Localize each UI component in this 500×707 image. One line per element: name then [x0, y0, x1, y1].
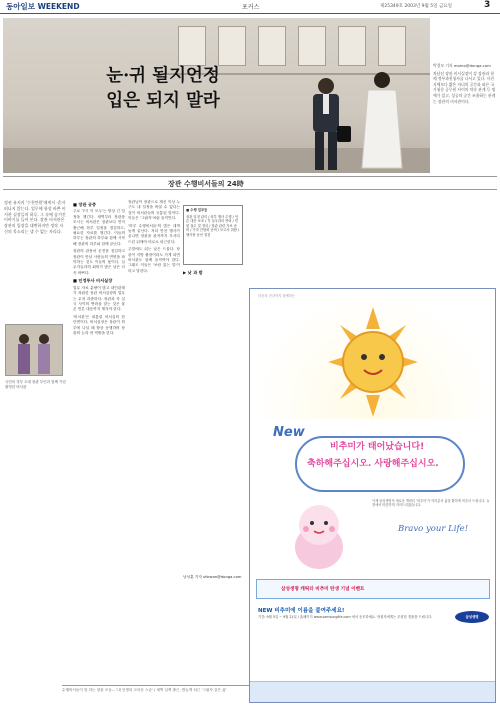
column2-body4: '비서관'은 대통령 비서실의 한 단면이다. 비서실장은 장관이 외부에 나설 때 항상 동행하며 장관의 눈과 귀 역할을 한다.	[73, 314, 125, 335]
secondary-photo	[5, 324, 63, 376]
info-box-title: ■ 수행 업무들	[186, 208, 208, 212]
ad-bottom-band	[250, 681, 495, 702]
caption-text: 차남선 장관 비서실장이 강 장관과 함께 정부과천청사를 나서고 있다. 사진 자체보다 짧은 자녀의 공간과 따른 국가청문 공무원 사이의 약속 관계 등 명예가 있고, 성공의 공간 조율하는 관계는 장관의 비서관이다.	[433, 70, 496, 104]
column2-body1: 주로 '7시 이 모두'는 항상 긴 일정을 챙긴다. 새벽부터 장관을 모시는 비서관은 장관보다 먼저 출근해 하루 일정을 점검하고, 필요한 자료를 챙긴다. 이들의 하루는 장관의 하루와 함께 시작해 장관의 하루와 함께 끝난다.	[73, 209, 125, 246]
secondary-photo-caption: 국민의 정부 초대 장관 부인과 함께 기념촬영한 비서관	[5, 380, 66, 389]
ad-headline-1: 비추미가 태어났습니다!	[330, 442, 425, 452]
subhead: 장관 수행비서들의 24時	[168, 180, 244, 188]
headline-line2: 입은 되지 말라	[106, 91, 220, 111]
column2b-body3: 주말에도 쉬는 날은 드물다. 장관이 지방 출장이라도 가게 되면 비서관도 함께 움직여야 한다. 그래도 이들은 '보람 있는 일'이라고 말한다.	[128, 247, 180, 273]
info-box-body: 장관 일정 관리 / 외부 행사 수행 / 언론 대응 보조 / 각 실국과의 연락 / 민원 접수 및 정리 / 장관 관련 자료 준비 / 기자 간담회 준비 / 보고서 취합 / 행사장 동선 점검	[186, 214, 240, 237]
ad-new-label: New	[273, 425, 305, 440]
ad-event-strip-text: 삼성생명 캐릭터 비추미 탄생 기념 이벤트	[281, 587, 365, 592]
page-number: 3	[484, 0, 491, 10]
column2b-body2: '하루 수행비서들'의 밤은 대개 늦게 끝난다. 저녁 만찬 행사가 끝나면 장관을 관저까지 모셔다 드린 뒤에야 비로소 퇴근한다.	[128, 223, 180, 244]
man-figure-icon	[299, 76, 354, 173]
column2-body3: 업무 자료 분량이 많고 대인관계가 복잡한 장관 비서실장의 업무는 무척 과중하다. 장관과 각 실국 사이의 연락을 맡는 것은 물론 언론 대응까지 챙겨야 한다.	[73, 285, 125, 312]
hero-caption	[433, 63, 497, 104]
info-box	[183, 205, 243, 265]
article-column-3	[183, 268, 245, 583]
ad-small-text: 이제 삼성생명의 새로운 캐릭터 '비추미'가 여러분의 삶을 환하게 비추어 드립니다. 늘 곁에서 따뜻하게 지켜드리겠습니다.	[372, 499, 490, 508]
column2-body2: 장관의 관용차 운전을 점검하고 장관이 만날 사람들의 면면을 파악하는 것도 이들의 몫이다. 실무자들과의 회의가 많은 날은 더욱 바쁘다.	[73, 249, 125, 275]
column3-heading: ▶ 낮 과 밤	[183, 270, 203, 275]
sponsor-logo: 삼성생명	[455, 611, 489, 623]
people-photo-icon	[6, 325, 63, 376]
sun-mascot-icon	[328, 307, 418, 417]
masthead	[0, 0, 500, 14]
issue-info: 제25349호 2003년 9월 5일 금요일	[380, 4, 452, 9]
column2-heading2: ■ 인정투사 비서실장	[73, 278, 113, 284]
ad-event-strip[interactable]	[256, 579, 490, 599]
ad-headline-2: 축하해주십시오. 사랑해주십시오.	[307, 459, 439, 469]
woman-figure-icon	[358, 70, 408, 170]
photo-credit: 박경모 기자 momo@donga.com	[433, 63, 491, 68]
ad-tagline: Bravo your Life!	[398, 524, 469, 534]
baby-mascot-icon	[284, 499, 354, 571]
section-title: 포커스	[242, 4, 260, 11]
ad-event-text: 기간: 9월 5일 ~ 9월 21일 / 홈페이지 www.samsunglife.com 에서 응모하세요. 당첨자에게는 푸짐한 경품을 드립니다.	[258, 615, 433, 619]
headline	[73, 64, 253, 114]
article-column-2b	[128, 200, 180, 276]
ad-naming-banner: NEW 비추미에 이름을 붙여주세요!	[258, 608, 345, 614]
article-column-2	[73, 200, 125, 338]
advertisement[interactable]	[249, 288, 496, 703]
column2b-body1: 장관님이 장관으로 계신 이상 누구도 내 일정을 바꿀 수 없다는 것이 비서관들의 공통된 말이다. 이들은 '그림자'처럼 움직인다.	[128, 200, 180, 221]
hero-photo	[3, 18, 430, 173]
column2-heading1: ■ 장관 공증	[73, 202, 97, 207]
ad-brand-small: 마음의 건강까지 함께하는	[258, 294, 296, 298]
newspaper-logo: 동아일보 WEEKEND	[6, 2, 80, 11]
column3-byline: 남성훈 기자 shkwon@donga.com	[183, 575, 242, 580]
subhead-bar	[3, 176, 497, 190]
page-footer: 수행비서들이 말 하는 장관 모습... '내 인생의 고마운 스승' / 새벽 일찍 출근, 밤늦게 퇴근 '그림자 같은 삶'	[62, 685, 262, 693]
lead-paragraph: 정권 유지의 '수천만원'에게서 ·혼자 떠나지 않는다. 업무에 항상 바쁜 비서관 실장들의 하루, 그 속에 숨겨진 이야기를 들어 본다. 장관 비서관은 장관의 입장을 대변하지만 정작 자신의 목소리는 낼 수 없는 자리다.	[4, 200, 66, 234]
headline-line1: 눈·귀 될지언정	[106, 66, 220, 86]
